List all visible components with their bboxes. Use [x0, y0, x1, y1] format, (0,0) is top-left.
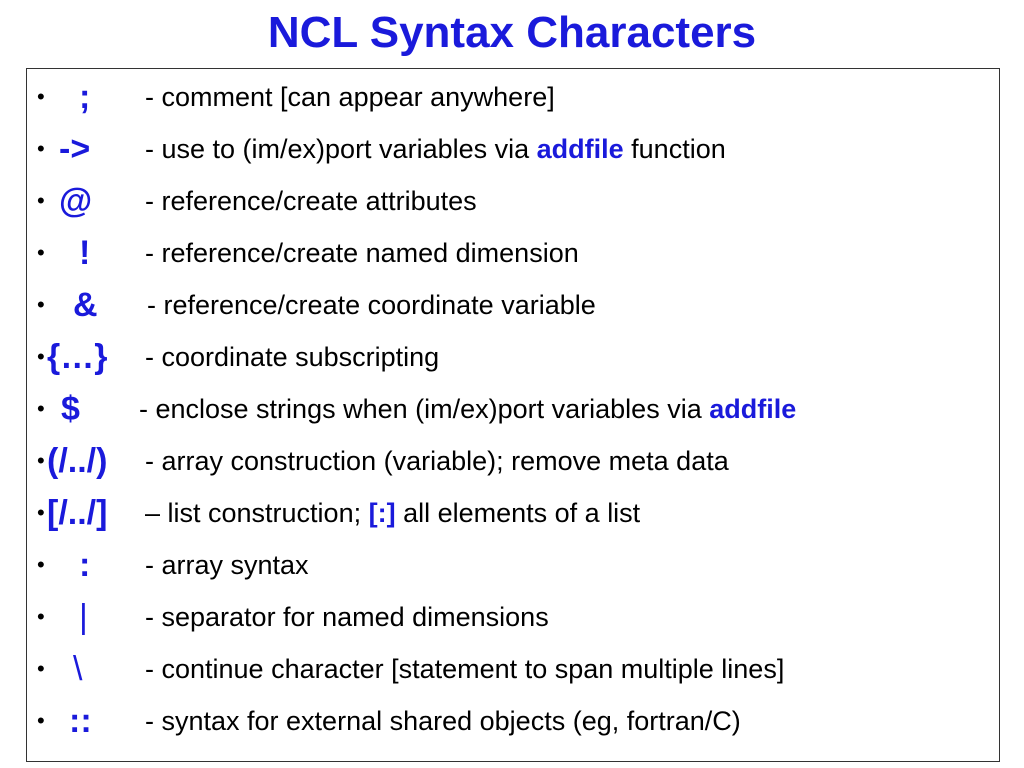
bullet-icon: •	[37, 500, 45, 525]
syntax-symbol: ->	[59, 129, 91, 168]
syntax-symbol: $	[61, 389, 80, 428]
bullet-icon: •	[37, 604, 45, 629]
bullet-icon: •	[37, 396, 45, 421]
bullet-icon: •	[37, 84, 45, 109]
syntax-description: - separator for named dimensions	[145, 601, 549, 632]
syntax-description: - reference/create attributes	[145, 185, 477, 216]
syntax-description: – list construction; [:] all elements of a list	[145, 497, 641, 528]
syntax-description: - coordinate subscripting	[145, 341, 440, 372]
syntax-description: - continue character [statement to span multiple lines]	[145, 653, 785, 684]
syntax-list-box	[26, 68, 1000, 762]
syntax-symbol: &	[73, 285, 98, 324]
slide-title: NCL Syntax Characters	[267, 8, 757, 57]
syntax-symbol: [/../]	[47, 493, 108, 532]
syntax-symbol: @	[59, 181, 93, 220]
syntax-symbol: !	[79, 233, 91, 272]
syntax-description: - array syntax	[145, 549, 309, 580]
syntax-symbol: {…}	[47, 337, 108, 376]
addfile-keyword: addfile	[536, 133, 624, 164]
syntax-symbol: \	[73, 649, 83, 688]
syntax-symbol: :	[79, 545, 91, 584]
syntax-symbol: |	[79, 597, 88, 636]
syntax-description: - use to (im/ex)port variables via addfile function	[145, 133, 726, 164]
syntax-description: - comment [can appear anywhere]	[145, 81, 555, 112]
bullet-icon: •	[37, 552, 45, 577]
addfile-keyword: addfile	[709, 393, 797, 424]
syntax-description: - syntax for external shared objects (eg, fortran/C)	[145, 705, 741, 736]
syntax-description: - enclose strings when (im/ex)port variables via addfile	[139, 393, 797, 424]
syntax-description: - array construction (variable); remove meta data	[145, 445, 729, 476]
syntax-symbol: ::	[69, 701, 92, 740]
bullet-icon: •	[37, 188, 45, 213]
syntax-symbol: ;	[79, 77, 91, 116]
bullet-icon: •	[37, 136, 45, 161]
syntax-symbol: (/../)	[47, 441, 108, 480]
bullet-icon: •	[37, 292, 45, 317]
syntax-description: - reference/create coordinate variable	[147, 289, 596, 320]
bullet-icon: •	[37, 656, 45, 681]
bullet-icon: •	[37, 708, 45, 733]
bullet-icon: •	[37, 344, 45, 369]
syntax-description: - reference/create named dimension	[145, 237, 579, 268]
bullet-icon: •	[37, 448, 45, 473]
list-all-elements-syntax: [:]	[368, 497, 396, 528]
bullet-icon: •	[37, 240, 45, 265]
